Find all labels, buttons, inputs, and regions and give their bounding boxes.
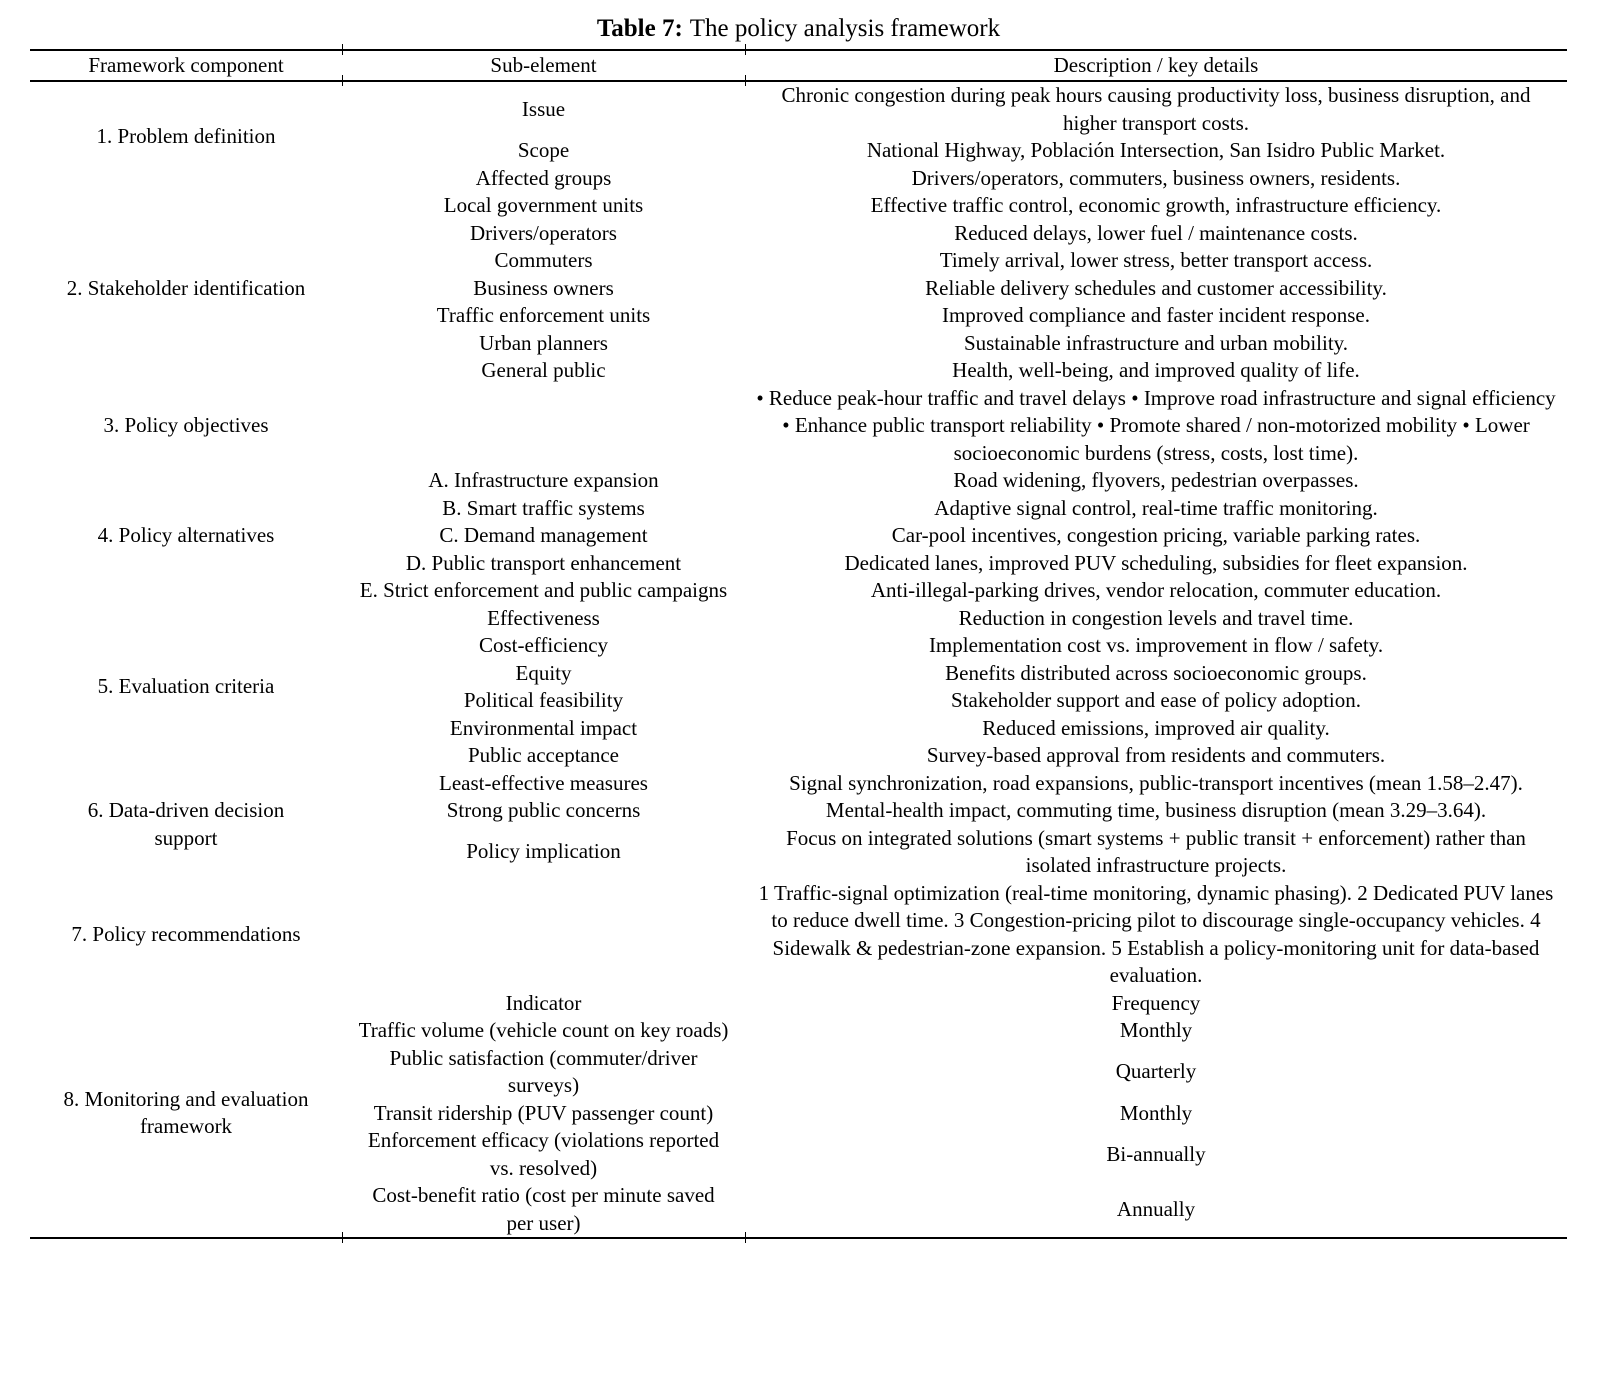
description-cell: Drivers/operators, commuters, business owners, residents. bbox=[911, 165, 1401, 190]
description-cell: Frequency bbox=[1111, 990, 1201, 1015]
sub-element-cell: Urban planners bbox=[479, 330, 608, 355]
sub-element-cell: Business owners bbox=[473, 275, 614, 300]
sub-element-cell: Public acceptance bbox=[468, 743, 619, 767]
description-cell: Signal synchronization, road expansions, public-transport incentives (mean 1.58–2.47). bbox=[789, 770, 1523, 795]
sub-element-cell: C. Demand management bbox=[439, 523, 648, 547]
description-cell: Sustainable infrastructure and urban mobility. bbox=[963, 330, 1349, 355]
description-cell: • Reduce peak-hour traffic and travel delays • Improve road infrastructure and signal efficiency • Enhance public transport reliability • Promote shared / non-motorized mobility • Lower socioeconomic burdens (stress, costs, lost time). bbox=[756, 385, 1556, 465]
table-row bbox=[30, 192, 1567, 220]
description-cell: Anti-illegal-parking drives, vendor relocation, commuter education. bbox=[870, 578, 1442, 602]
table-header bbox=[30, 50, 1567, 81]
sub-element-cell: Policy implication bbox=[466, 839, 621, 864]
framework-component-cell: 1. Problem definition bbox=[96, 124, 276, 149]
col-header-framework-component: Framework component bbox=[30, 50, 342, 81]
sub-element-cell: E. Strict enforcement and public campaigns bbox=[359, 578, 728, 602]
sub-element-cell: Affected groups bbox=[475, 165, 612, 190]
description-cell: Effective traffic control, economic growth, infrastructure efficiency. bbox=[870, 193, 1442, 217]
description-cell: Monthly bbox=[1119, 1100, 1193, 1125]
table-row bbox=[30, 605, 1567, 633]
sub-element-cell: Strong public concerns bbox=[446, 798, 641, 822]
document-page bbox=[0, 13, 1611, 1397]
description-cell: Reduced emissions, improved air quality. bbox=[982, 715, 1330, 740]
description-cell: Timely arrival, lower stress, better transport access. bbox=[939, 248, 1373, 272]
description-cell: Chronic congestion during peak hours causing productivity loss, business disruption, and higher transport costs. bbox=[781, 83, 1531, 135]
framework-component-cell: 8. Monitoring and evaluation framework bbox=[63, 1086, 309, 1139]
description-cell: Implementation cost vs. improvement in flow / safety. bbox=[928, 633, 1384, 657]
sub-element-cell: General public bbox=[481, 358, 606, 382]
sub-element-cell: A. Infrastructure expansion bbox=[428, 468, 659, 492]
description-cell: National Highway, Población Intersection, San Isidro Public Market. bbox=[866, 138, 1446, 162]
policy-framework-table bbox=[30, 49, 1567, 1239]
description-cell: Stakeholder support and ease of policy adoption. bbox=[951, 688, 1361, 712]
table-row bbox=[30, 81, 1567, 137]
table-row bbox=[30, 467, 1567, 495]
sub-element-cell: Drivers/operators bbox=[470, 220, 617, 245]
description-cell: Bi-annually bbox=[1106, 1141, 1206, 1166]
description-cell: Reduction in congestion levels and travel time. bbox=[958, 605, 1354, 630]
sub-element-cell: Cost-benefit ratio (cost per minute saved per user) bbox=[342, 1182, 745, 1238]
col-header-description: Description / key details bbox=[745, 50, 1567, 81]
sub-element-cell: Political feasibility bbox=[463, 688, 624, 712]
table-body bbox=[30, 81, 1567, 1238]
table-row bbox=[30, 990, 1567, 1018]
framework-component-cell: 6. Data-driven decision support bbox=[87, 798, 285, 850]
description-cell: Quarterly bbox=[1115, 1059, 1197, 1084]
sub-element-cell: B. Smart traffic systems bbox=[442, 495, 645, 520]
sub-element-cell: D. Public transport enhancement bbox=[405, 550, 682, 575]
sub-element-cell: Issue bbox=[521, 96, 566, 121]
table-caption-label: Table 7: bbox=[596, 15, 683, 42]
description-cell: Monthly bbox=[1119, 1018, 1193, 1042]
framework-component-cell: 4. Policy alternatives bbox=[97, 523, 275, 547]
sub-element-cell: Scope bbox=[517, 138, 570, 162]
framework-component-cell: 5. Evaluation criteria bbox=[97, 674, 275, 699]
framework-component-cell: 2. Stakeholder identification bbox=[66, 275, 306, 300]
sub-element-cell: Public satisfaction (commuter/driver surveys) bbox=[389, 1045, 698, 1097]
sub-element-cell: Effectiveness bbox=[487, 605, 600, 630]
description-cell: Focus on integrated solutions (smart systems + public transit + enforcement) rather than isolated infrastructure projects. bbox=[786, 825, 1526, 877]
description-cell: Car-pool incentives, congestion pricing, variable parking rates. bbox=[891, 523, 1421, 547]
sub-element-cell: Commuters bbox=[494, 248, 593, 272]
sub-element-cell: Equity bbox=[515, 660, 572, 685]
table-header-row bbox=[30, 50, 1567, 81]
description-cell: Improved compliance and faster incident response. bbox=[941, 303, 1370, 327]
description-cell: Benefits distributed across socioeconomic groups. bbox=[945, 660, 1367, 685]
table-caption-text: The policy analysis framework bbox=[689, 15, 1001, 42]
sub-element-cell: Cost-efficiency bbox=[478, 633, 609, 657]
description-cell: Health, well-being, and improved quality of life. bbox=[952, 358, 1360, 382]
col-header-sub-element: Sub-element bbox=[342, 50, 745, 81]
framework-component-cell: 7. Policy recommendations bbox=[71, 921, 301, 946]
description-cell: Adaptive signal control, real-time traffic monitoring. bbox=[934, 495, 1378, 520]
framework-component-cell: 3. Policy objectives bbox=[103, 413, 269, 437]
sub-element-cell: Traffic enforcement units bbox=[436, 303, 651, 327]
sub-element-cell: Traffic volume (vehicle count on key roads) bbox=[358, 1018, 729, 1042]
policy-analysis-table bbox=[30, 49, 1567, 1239]
sub-element-cell: Enforcement efficacy (violations reported vs. resolved) bbox=[367, 1128, 720, 1180]
sub-element-cell: Transit ridership (PUV passenger count) bbox=[373, 1100, 714, 1125]
table-row bbox=[30, 880, 1567, 990]
description-cell: Dedicated lanes, improved PUV scheduling, subsidies for fleet expansion. bbox=[844, 550, 1468, 575]
sub-element-cell: Local government units bbox=[443, 193, 644, 217]
table-row bbox=[30, 385, 1567, 468]
description-cell: Mental-health impact, commuting time, business disruption (mean 3.29–3.64). bbox=[825, 798, 1487, 822]
description-cell: Survey-based approval from residents and commuters. bbox=[926, 743, 1386, 767]
sub-element-cell bbox=[342, 385, 745, 468]
description-cell: 1 Traffic-signal optimization (real-time monitoring, dynamic phasing). 2 Dedicated PUV lanes to reduce dwell time. 3 Congestion-pricing pilot to discourage single-occupancy vehicles. 4 Sidewalk & pedestrian-zone expansion. 5 Establish a policy-monitoring unit for data-based evaluation. bbox=[758, 880, 1554, 987]
description-cell: Road widening, flyovers, pedestrian overpasses. bbox=[953, 468, 1359, 492]
sub-element-cell: Environmental impact bbox=[449, 715, 638, 740]
description-cell: Reduced delays, lower fuel / maintenance costs. bbox=[954, 220, 1358, 245]
table-row bbox=[30, 770, 1567, 798]
sub-element-cell bbox=[342, 880, 745, 990]
sub-element-cell: Least-effective measures bbox=[439, 770, 648, 795]
description-cell: Annually bbox=[1116, 1196, 1196, 1221]
description-cell: Reliable delivery schedules and customer accessibility. bbox=[925, 275, 1387, 300]
sub-element-cell: Indicator bbox=[505, 990, 582, 1015]
table-caption bbox=[30, 13, 1567, 44]
